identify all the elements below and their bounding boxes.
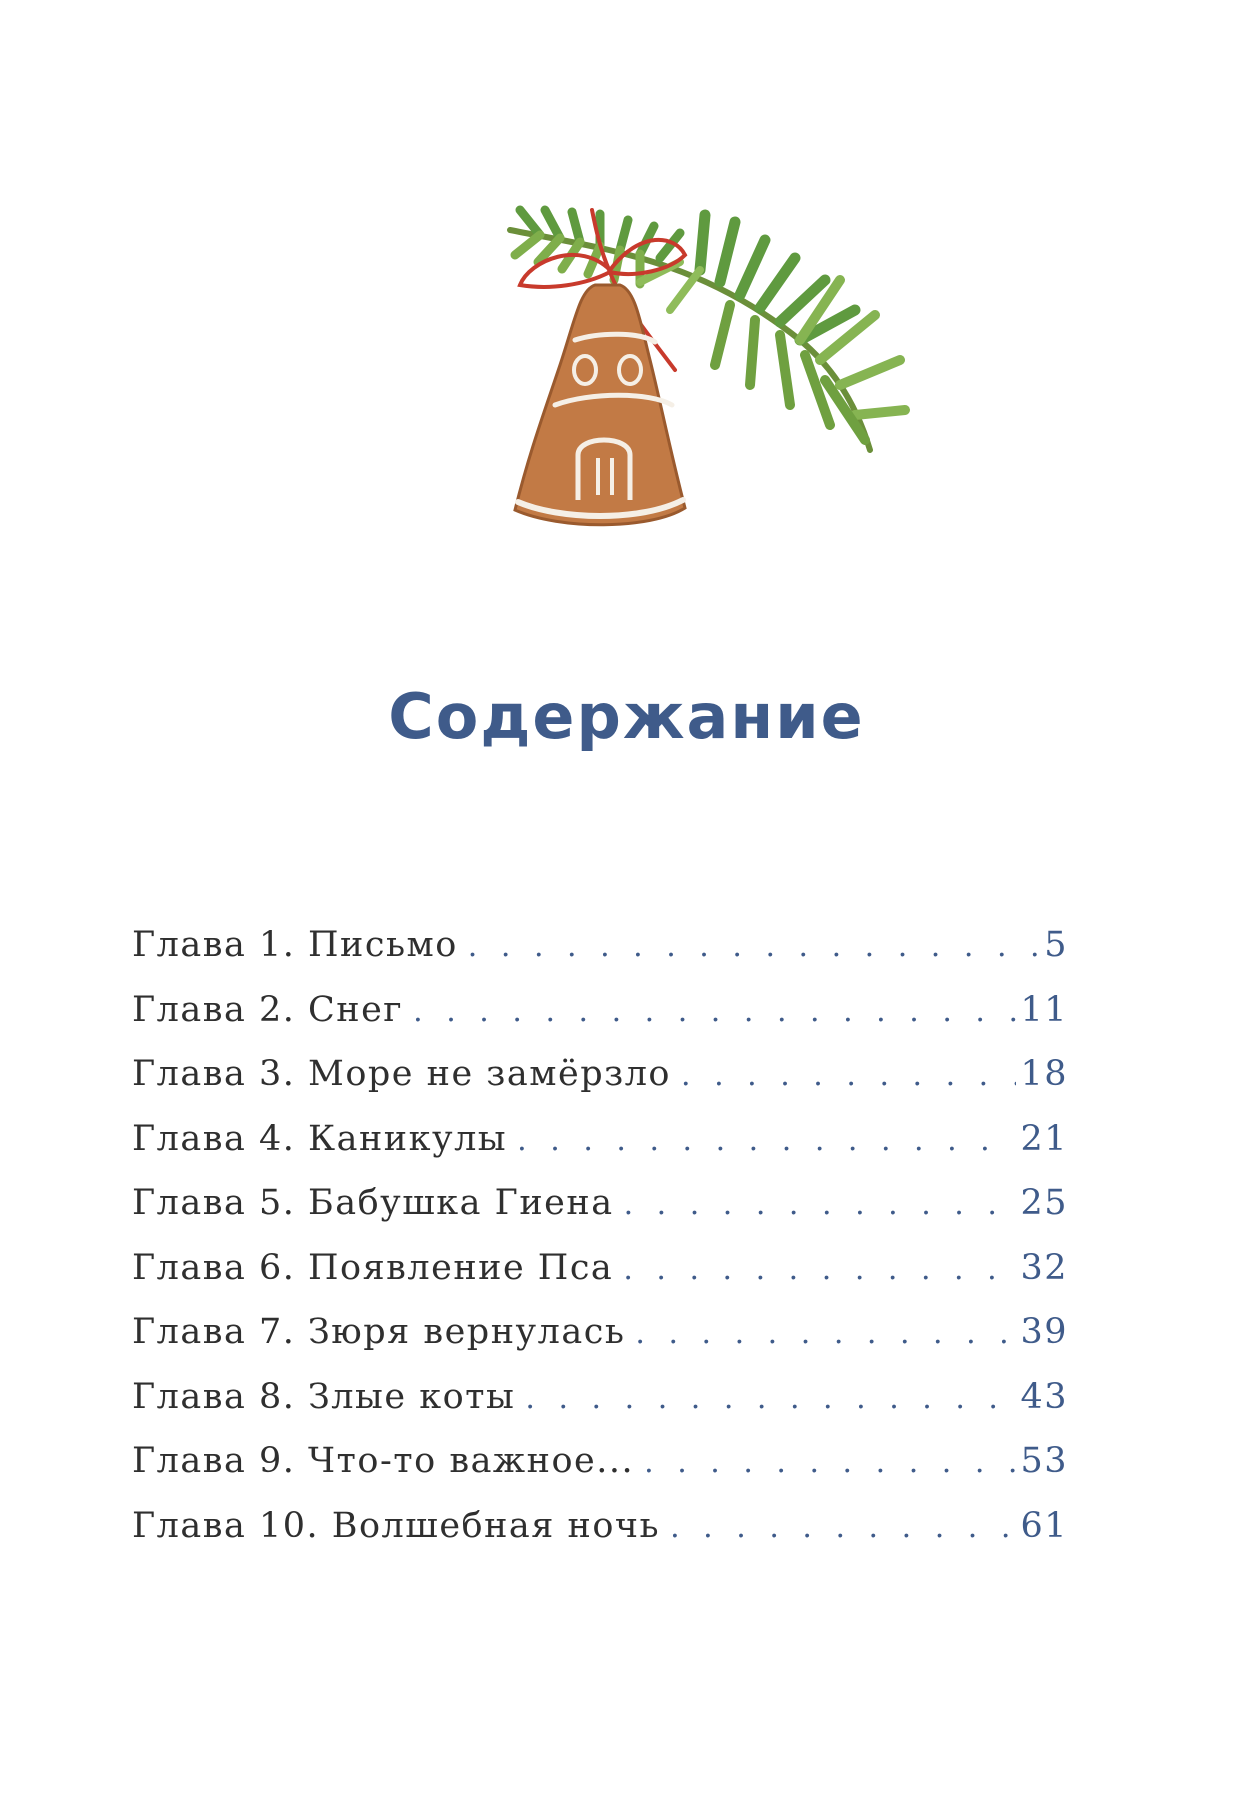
dot-leader bbox=[624, 1187, 1017, 1222]
toc-entry bbox=[132, 1377, 1068, 1442]
chapter-title: Глава 9. Что-то важное... bbox=[132, 1441, 635, 1481]
gingerbread-bell-icon bbox=[515, 285, 685, 525]
chapter-title: Глава 5. Бабушка Гиена bbox=[132, 1183, 614, 1223]
page-number: 25 bbox=[1020, 1183, 1068, 1223]
toc-entry bbox=[132, 1054, 1068, 1119]
dot-leader bbox=[681, 1058, 1016, 1093]
page-number: 32 bbox=[1020, 1247, 1068, 1288]
chapter-title: Глава 10. Волшебная ночь bbox=[132, 1505, 661, 1546]
toc-entry bbox=[132, 1183, 1068, 1248]
page-number: 39 bbox=[1020, 1312, 1068, 1352]
dot-leader bbox=[517, 1123, 1016, 1158]
dot-leader bbox=[670, 1510, 1016, 1545]
page-number: 53 bbox=[1020, 1441, 1068, 1481]
page-number: 18 bbox=[1020, 1054, 1068, 1094]
chapter-title: Глава 3. Море не замёрзло bbox=[132, 1054, 672, 1094]
toc-entry bbox=[132, 1441, 1068, 1506]
dot-leader bbox=[525, 1381, 1016, 1416]
chapter-title: Глава 1. Письмо bbox=[132, 925, 458, 965]
page-title: Содержание bbox=[388, 680, 865, 753]
dot-leader bbox=[413, 994, 1016, 1029]
dot-leader bbox=[644, 1445, 1016, 1480]
toc-entry bbox=[132, 925, 1068, 990]
chapter-title: Глава 2. Снег bbox=[132, 989, 404, 1030]
page-number: 21 bbox=[1020, 1118, 1068, 1159]
chapter-title: Глава 6. Появление Пса bbox=[132, 1247, 614, 1288]
chapter-title: Глава 8. Злые коты bbox=[132, 1376, 516, 1417]
dot-leader bbox=[635, 1316, 1016, 1351]
page-number: 11 bbox=[1020, 989, 1068, 1030]
toc-entry bbox=[132, 1119, 1068, 1184]
toc-entry bbox=[132, 990, 1068, 1055]
page-number: 43 bbox=[1020, 1376, 1068, 1417]
page-number: 5 bbox=[1044, 925, 1068, 965]
chapter-title: Глава 4. Каникулы bbox=[132, 1118, 508, 1159]
toc-entry bbox=[132, 1506, 1068, 1571]
page-number: 61 bbox=[1020, 1505, 1068, 1546]
toc-entry bbox=[132, 1248, 1068, 1313]
toc-entry bbox=[132, 1312, 1068, 1377]
chapter-title: Глава 7. Зюря вернулась bbox=[132, 1312, 626, 1352]
table-of-contents bbox=[132, 925, 1068, 1570]
dot-leader bbox=[623, 1252, 1016, 1287]
dot-leader bbox=[468, 929, 1040, 964]
gingerbread-bell-illustration bbox=[500, 190, 920, 570]
